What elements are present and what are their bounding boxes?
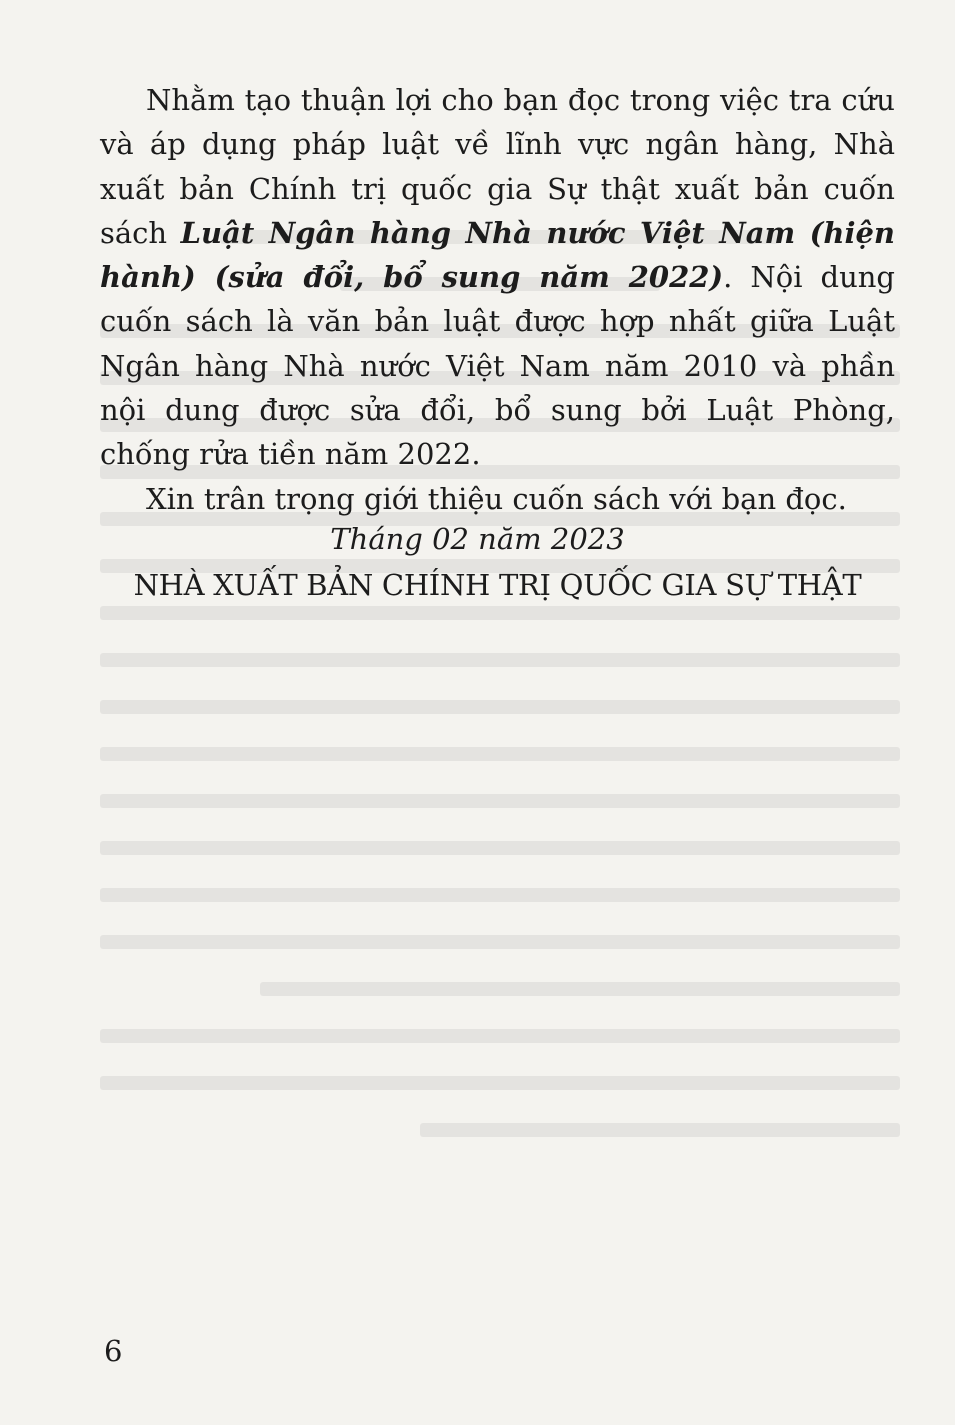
preface-body <box>100 78 895 521</box>
signature-date: Tháng 02 năm 2023 <box>330 522 625 556</box>
closing-paragraph: Xin trân trọng giới thiệu cuốn sách với bạn đọc. <box>146 481 847 516</box>
intro-text-end: . Nội dung cuốn sách là văn bản luật được hợp nhất giữa Luật Ngân hàng Nhà nước Việt Nam năm 2010 và phần nội dung được sửa đổi, bổ sung bởi Luật Phòng, chống rửa tiền năm 2022. <box>100 260 895 472</box>
publisher-name: NHÀ XUẤT BẢN CHÍNH TRỊ QUỐC GIA SỰ THẬT <box>133 568 862 602</box>
intro-paragraph <box>100 78 895 477</box>
page-number: 6 <box>104 1334 123 1368</box>
signature-block <box>100 516 895 608</box>
book-title: Luật Ngân hàng Nhà nước Việt Nam (hiện hành) (sửa đổi, bổ sung năm 2022) <box>100 215 895 295</box>
intro-text-start: Nhằm tạo thuận lợi cho bạn đọc trong việc tra cứu và áp dụng pháp luật về lĩnh vực ngân hàng, Nhà xuất bản Chính trị quốc gia Sự thật xuất bản cuốn sách <box>100 83 895 250</box>
